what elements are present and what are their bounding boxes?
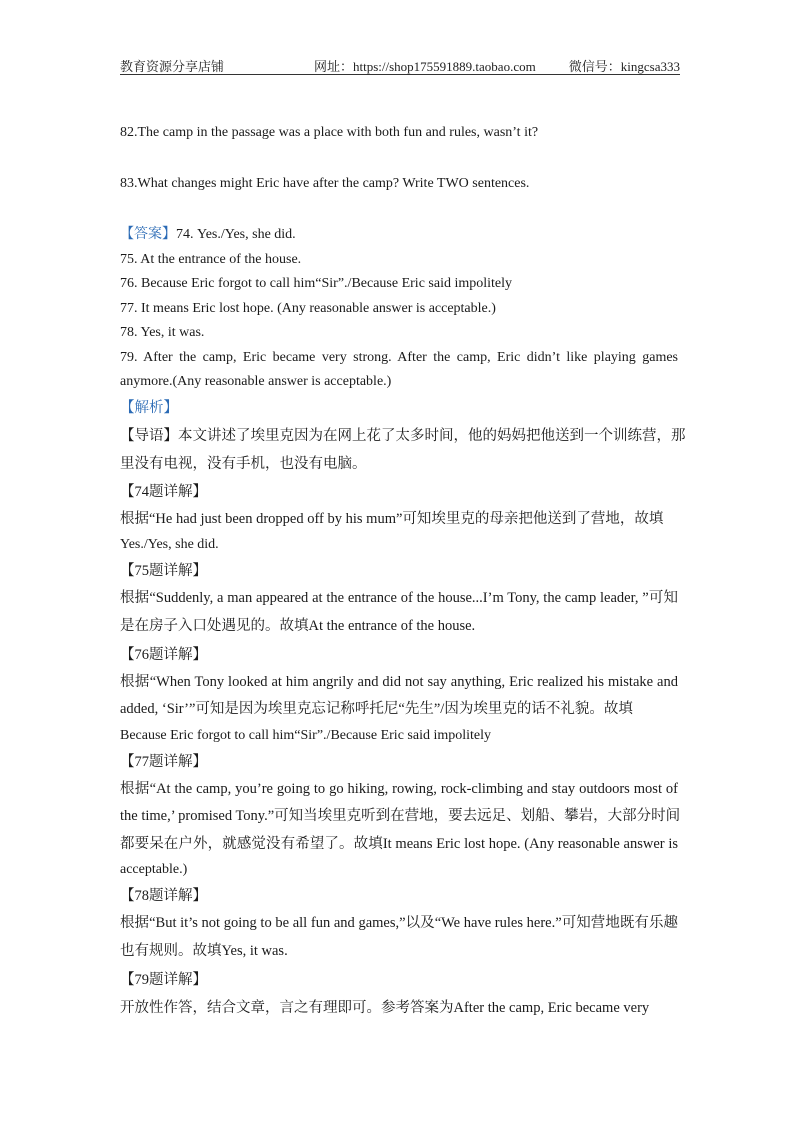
header-url: 网址：https://shop175591889.taobao.com bbox=[314, 59, 536, 74]
analysis-tag: 【解析】 bbox=[120, 400, 178, 416]
answer-79-line1: 79. After the camp, Eric became very strong. After the camp, Eric didn’t like playing games bbox=[120, 350, 678, 365]
detail-76-line3: Because Eric forgot to call him“Sir”./Because Eric said impolitely bbox=[120, 728, 492, 743]
detail-75-line1: 根据“Suddenly, a man appeared at the entrance of the house...I’m Tony, the camp leader, ”可知 bbox=[120, 590, 678, 606]
detail-77-title: 【77题详解】 bbox=[120, 754, 207, 770]
answer-first-line bbox=[120, 225, 296, 245]
detail-77-line2: the time,’ promised Tony.”可知当埃里克听到在营地，要去远足、划船、攀岩，大部分时间 bbox=[120, 808, 681, 824]
answer-74: 74. Yes./Yes, she did. bbox=[176, 227, 296, 242]
question-83: 83.What changes might Eric have after the camp? Write TWO sentences. bbox=[120, 176, 530, 191]
answer-76: 76. Because Eric forgot to call him“Sir”./Because Eric said impolitely bbox=[120, 276, 513, 291]
detail-75-line2: 是在房子入口处遇见的。故填At the entrance of the house. bbox=[120, 618, 476, 634]
answer-tag: 【答案】 bbox=[120, 227, 176, 242]
detail-75-title: 【75题详解】 bbox=[120, 563, 207, 579]
detail-76-line2: added, ‘Sir’”可知是因为埃里克忘记称呼托尼“先生”/因为埃里克的话不礼貌。故填 bbox=[120, 701, 633, 717]
detail-79-title: 【79题详解】 bbox=[120, 972, 207, 988]
page-header bbox=[120, 56, 680, 75]
detail-78-line2: 也有规则。故填Yes, it was. bbox=[120, 943, 288, 959]
answer-78: 78. Yes, it was. bbox=[120, 325, 205, 340]
answer-77: 77. It means Eric lost hope. (Any reasonable answer is acceptable.) bbox=[120, 301, 496, 316]
analysis-intro-line1: 【导语】本文讲述了埃里克因为在网上花了太多时间，他的妈妈把他送到一个训练营，那 bbox=[120, 428, 686, 444]
header-wechat: 微信号：kingcsa333 bbox=[568, 59, 680, 74]
header-shop-name: 教育资源分享店铺 bbox=[120, 59, 225, 74]
detail-79-line1: 开放性作答，结合文章，言之有理即可。参考答案为After the camp, Eric became very bbox=[120, 1000, 650, 1016]
detail-77-line4: acceptable.) bbox=[120, 862, 188, 877]
detail-76-title: 【76题详解】 bbox=[120, 647, 207, 663]
detail-76-line1: 根据“When Tony looked at him angrily and did not say anything, Eric realized his mistake and bbox=[120, 674, 678, 690]
detail-74-line1: 根据“He had just been dropped off by his mum”可知埃里克的母亲把他送到了营地，故填 bbox=[120, 511, 664, 527]
detail-78-title: 【78题详解】 bbox=[120, 888, 207, 904]
detail-74-title: 【74题详解】 bbox=[120, 484, 207, 500]
detail-78-line1: 根据“But it’s not going to be all fun and games,”以及“We have rules here.”可知营地既有乐趣 bbox=[120, 915, 678, 931]
answer-79-line2: anymore.(Any reasonable answer is acceptable.) bbox=[120, 374, 392, 389]
detail-74-line2: Yes./Yes, she did. bbox=[120, 537, 219, 552]
detail-77-line1: 根据“At the camp, you’re going to go hiking, rowing, rock-climbing and stay outdoors most of bbox=[120, 781, 678, 797]
detail-77-line3: 都要呆在户外，就感觉没有希望了。故填It means Eric lost hope. (Any reasonable answer is bbox=[120, 836, 678, 852]
question-82: 82.The camp in the passage was a place with both fun and rules, wasn’t it? bbox=[120, 125, 539, 140]
analysis-intro-line2: 里没有电视，没有手机，也没有电脑。 bbox=[120, 456, 367, 472]
answer-75: 75. At the entrance of the house. bbox=[120, 252, 302, 267]
